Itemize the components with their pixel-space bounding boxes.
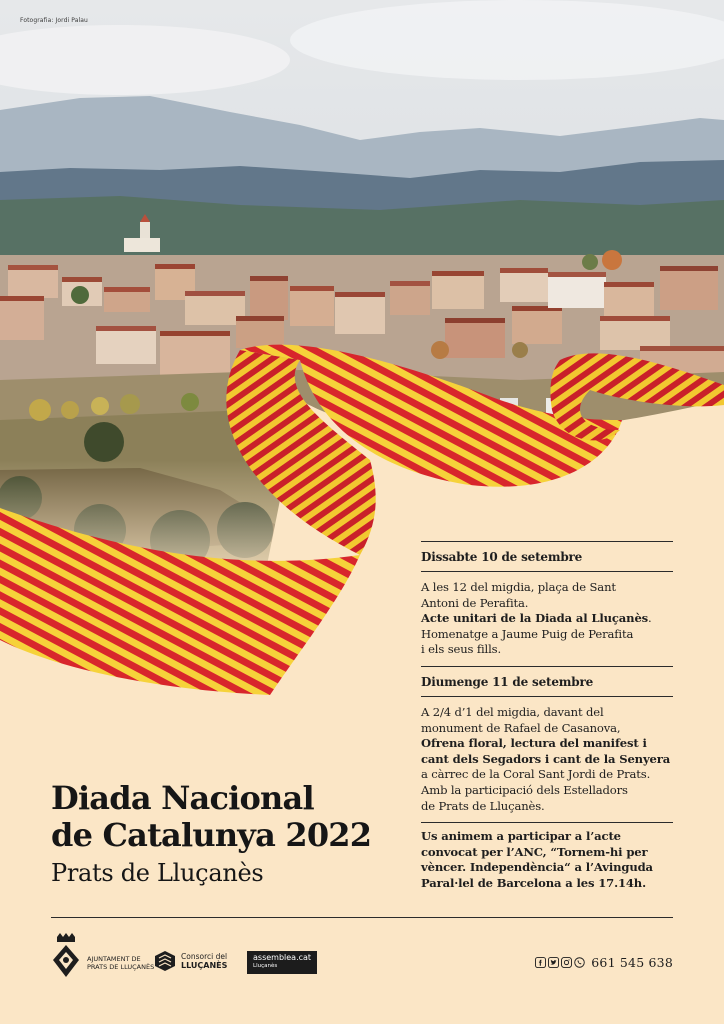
day2-heading: Diumenge 11 de setembre bbox=[421, 674, 594, 689]
cta-line3: vèncer. Independència“ a l’Avinguda bbox=[421, 860, 653, 875]
day1-line3: Homenatge a Jaume Puig de Perafita bbox=[421, 626, 634, 641]
day1-line4: i els seus fills. bbox=[421, 642, 502, 657]
footer bbox=[51, 930, 673, 980]
day1-line1: A les 12 del migdia, plaça de Sant bbox=[421, 580, 616, 594]
ajuntament-line2: PRATS DE LLUÇANÈS bbox=[87, 963, 155, 971]
cta-line1: Us animem a participar a l’acte bbox=[421, 829, 621, 844]
title-subtitle: Prats de Lluçanès bbox=[51, 859, 264, 887]
day2-highlight-1: Ofrena floral, lectura del manifest i bbox=[421, 736, 647, 751]
consorci-line1: Consorci del bbox=[181, 952, 228, 961]
title-line1: Diada Nacional bbox=[51, 779, 314, 817]
event-schedule bbox=[421, 541, 673, 892]
twitter-icon[interactable] bbox=[548, 957, 559, 968]
instagram-icon[interactable] bbox=[561, 957, 572, 968]
day1-highlight-end: . bbox=[648, 611, 652, 626]
coat-of-arms-icon bbox=[51, 933, 81, 979]
ajuntament-name bbox=[87, 955, 154, 971]
day2-line3: a càrrec de la Coral Sant Jordi de Prats. bbox=[421, 767, 651, 782]
anc-line2: Lluçanès bbox=[253, 963, 278, 969]
call-to-action bbox=[421, 823, 673, 891]
day1-line2: Antoni de Perafita. bbox=[421, 595, 529, 610]
consorci-logo bbox=[153, 950, 227, 972]
cta-line2: convocat per l’ANC, “Tornem-hi per bbox=[421, 844, 648, 859]
day2-line1: A 2/4 d’1 del migdia, davant del bbox=[421, 704, 604, 719]
facebook-icon[interactable] bbox=[535, 957, 546, 968]
photo-credit: Fotografia: Jordi Palau bbox=[20, 17, 88, 24]
day1-heading: Dissabte 10 de setembre bbox=[421, 550, 583, 564]
day2-line5: de Prats de Lluçanès. bbox=[421, 798, 545, 813]
ajuntament-logo bbox=[51, 933, 154, 979]
day2-details bbox=[421, 697, 673, 822]
day1-highlight: Acte unitari de la Diada al Lluçanès bbox=[421, 611, 649, 626]
social-contacts bbox=[535, 955, 673, 970]
footer-divider bbox=[51, 917, 673, 918]
day2-highlight-2: cant dels Segadors i cant de la Senyera bbox=[421, 751, 671, 766]
anc-line1: assemblea.cat bbox=[253, 953, 312, 962]
day1-details bbox=[421, 572, 673, 666]
phone-number[interactable]: 661 545 638 bbox=[591, 955, 673, 970]
day2-line4: Amb la participació dels Estelladors bbox=[421, 782, 628, 797]
ajuntament-line1: AJUNTAMENT DE bbox=[87, 955, 141, 963]
consorci-mark-icon bbox=[153, 950, 177, 972]
day2-line2: monument de Rafael de Casanova, bbox=[421, 720, 621, 735]
cta-line4: Paral·lel de Barcelona a les 17.14h. bbox=[421, 875, 646, 890]
poster-title bbox=[51, 780, 371, 888]
consorci-line2: LLUÇANÈS bbox=[181, 961, 228, 970]
whatsapp-icon[interactable] bbox=[574, 957, 585, 968]
title-line2: de Catalunya 2022 bbox=[51, 816, 372, 854]
anc-logo bbox=[247, 951, 317, 974]
consorci-name bbox=[181, 952, 227, 970]
